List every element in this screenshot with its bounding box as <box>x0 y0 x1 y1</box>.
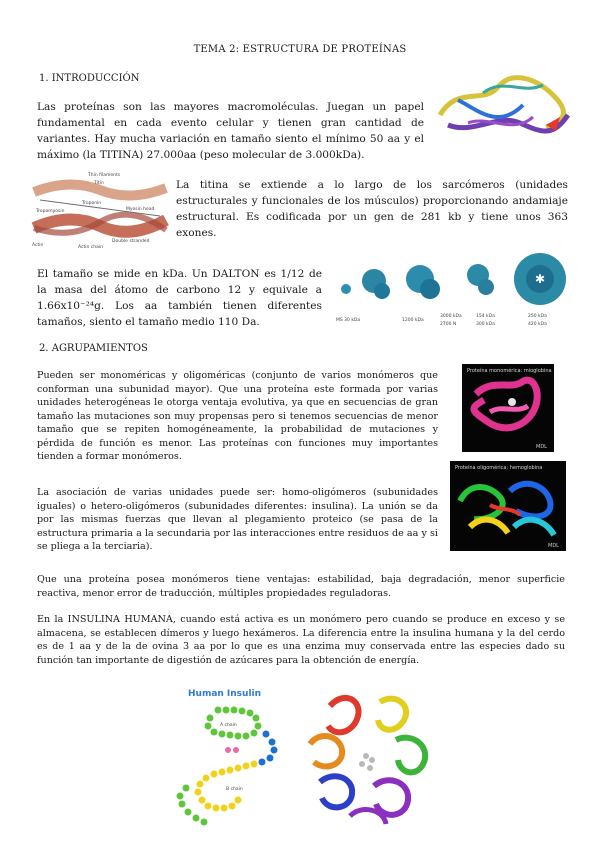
label-double-stranded: Double stranded <box>112 239 150 244</box>
mdl-credit-1: MDL <box>536 444 547 450</box>
insulin-hexamer-figure <box>300 686 440 834</box>
insulin-chain-figure <box>166 684 294 834</box>
myoglobin-title: Proteína monomérica: mioglobina <box>467 368 552 374</box>
hemoglobin-title: Proteína oligomérica: hemoglobina <box>455 465 543 471</box>
hemoglobin-figure <box>450 461 566 551</box>
size-label-5: 154 kDa <box>476 314 495 319</box>
paragraph-association: La asociación de varias unidades puede ser: homo-oligómeros (subunidades iguales) o hetero-oligómeros (subunidades diferentes: insulina). La unión se da por las mismas fuerzas que llevan al plegamiento proteico (se pasa de la estructura primaria a la secundaria por las interacciones entre residuos de aa y si se pliega a la terciaria). <box>37 487 438 552</box>
size-label-1: MS 30 kDa <box>336 318 361 323</box>
myoglobin-figure <box>462 364 554 452</box>
insulin-chain-b-label: B chain <box>226 787 243 792</box>
paragraph-dalton: El tamaño se mide en kDa. Un DALTON es 1/12 de la masa del átomo de carbono 12 y equivale a 1.66x10⁻²⁴g. Los aa también tienen diferentes tamaños, siento el tamaño medio 110 Da. <box>37 268 322 328</box>
label-myosin-head: Myosin head <box>126 207 155 212</box>
paragraph-intro: Las proteínas son las mayores macromoléculas. Juegan un papel fundamental en cada evento celular y tienen gran cantidad de variantes. Hay mucha variación en tamaño siento el mínimo 50 aa y el máximo (la TITINA) 27.000aa (peso molecular de 3.000kDa). <box>37 101 424 161</box>
svg-text:✱: ✱ <box>535 272 546 286</box>
label-troponin: Troponin <box>82 201 102 206</box>
section-heading-intro: 1. INTRODUCCIÓN <box>39 73 140 84</box>
insulin-title: Human Insulin <box>188 689 262 699</box>
mdl-credit-2: MDL <box>548 543 559 549</box>
paragraph-advantages: Que una proteína posea monómeros tiene ventajas: estabilidad, baja degradación, menor superficie reactiva, menor error de traducción, múltiples propiedades reguladoras. <box>37 574 565 599</box>
size-label-3: 3000 kDa <box>440 314 462 319</box>
label-tropomyosin: Tropomyosin <box>36 209 65 214</box>
page-title: TEMA 2: ESTRUCTURA DE PROTEÍNAS <box>193 44 407 55</box>
insulin-chain-a-label: A chain <box>220 723 237 728</box>
size-label-2: 1200 kDa <box>402 318 424 323</box>
label-titin: Titin <box>94 181 104 186</box>
protein-ribbon-figure <box>428 65 578 147</box>
section-heading-groups: 2. AGRUPAMIENTOS <box>39 343 148 354</box>
protein-sizes-figure <box>328 245 572 330</box>
paragraph-titin: La titina se extiende a lo largo de los sarcómeros (unidades estructurales y funcionales de los músculos) proporcionando andamiaje estructural. Es codificada por un gen de 281 kb y tiene unos 363 exones. <box>176 179 568 239</box>
label-actin-chain: Actin chain <box>78 245 103 250</box>
label-actin: Actin <box>32 243 44 248</box>
size-label-6: 300 kDa <box>476 322 495 327</box>
size-label-8: 420 kDa <box>528 322 547 327</box>
label-thin-filaments: Thin filaments <box>88 173 121 178</box>
size-label-7: 250 kDa <box>528 314 547 319</box>
size-label-4: 2700 N <box>440 322 457 327</box>
titin-sarcomere-figure <box>30 170 170 250</box>
paragraph-oligomers: Pueden ser monoméricas y oligoméricas (conjunto de varios monómeros que conforman una subunidad mayor). Que una proteína este formada por varias unidades heterogéneas le otorga ventaja evolutiva, ya que en secuencias de gran tamaño las mutaciones son muy propensas pero si tenemos secuencias de menor tamaño que se repiten homogéneamente, la probabilidad de mutaciones y pérdida de función es menor. Las proteínas con funciones muy importantes tienden a formar monómeros. <box>37 370 438 462</box>
paragraph-insulin: En la INSULINA HUMANA, cuando está activa es un monómero pero cuando se produce en exceso y se almacena, se establecen dímeros y luego hexámeros. La diferencia entre la insulina humana y la del cerdo es de 1 aa y de la de ovina 3 aa por lo que es una enzima muy conservada entre las especies dado su función tan importante de digestión de azúcares para la obtención de energía. <box>37 614 565 666</box>
